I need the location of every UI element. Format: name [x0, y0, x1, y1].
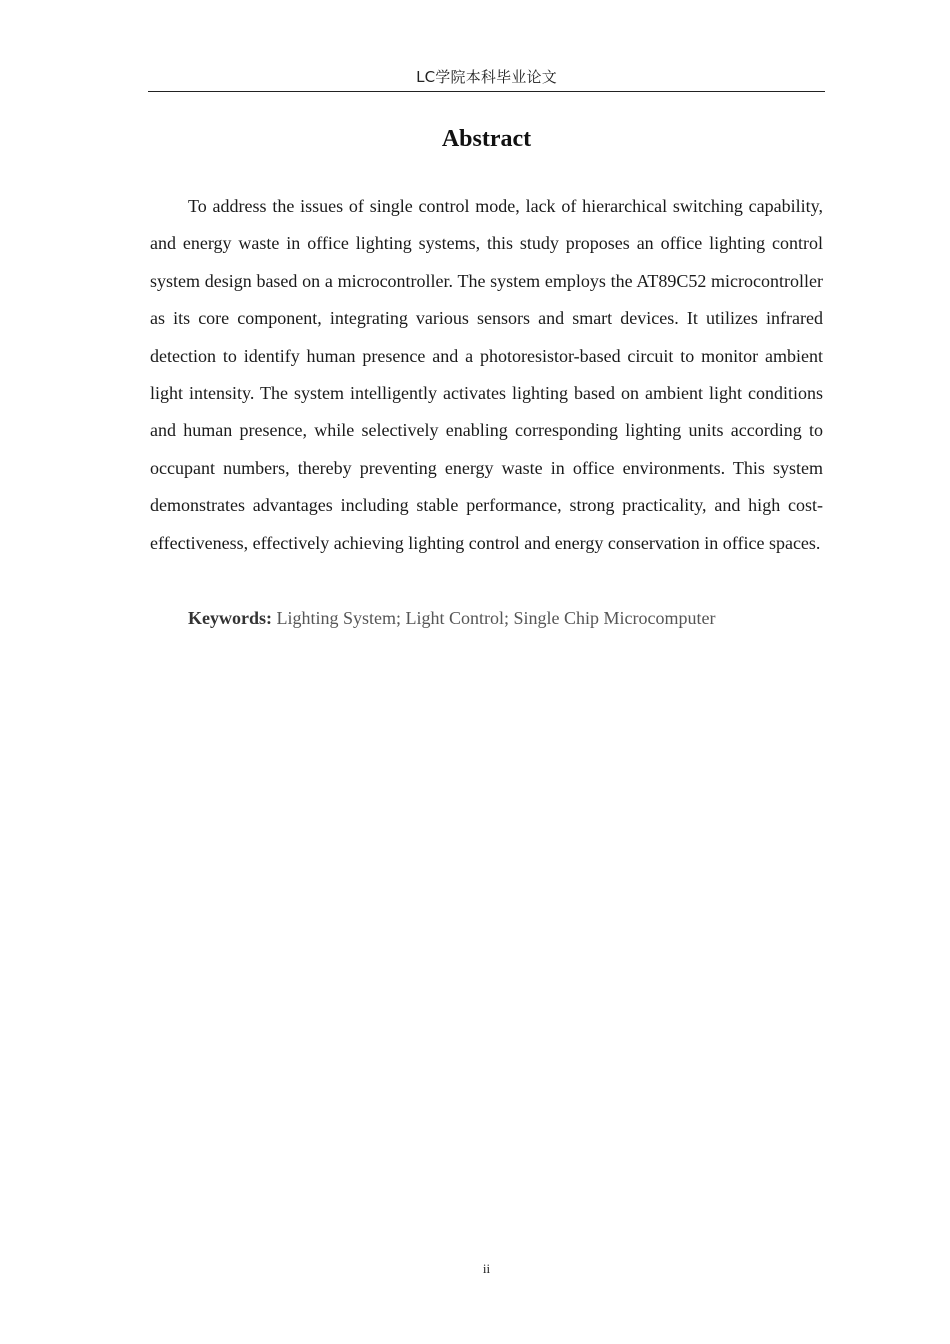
running-header: LC学院本科毕业论文 — [416, 68, 557, 86]
page-number: ii — [482, 1261, 491, 1276]
abstract-title: Abstract — [441, 126, 532, 152]
header-divider — [148, 91, 825, 92]
keywords-label: Keywords: — [188, 608, 272, 628]
abstract-body: To address the issues of single control mode, lack of hierarchical switching capability, and energy waste in office lighting systems, this study proposes an office lighting control system design based on a microcontroller. The system employs the AT89C52 microcontroller as its core component, integrating various sensors and smart devices. It utilizes infrared detection to identify human presence and a photoresistor-based circuit to monitor ambient light intensity. The system intelligently activates lighting based on ambient light conditions and human presence, while selectively enabling corresponding lighting units according to occupant numbers, thereby preventing energy waste in office environments. This system demonstrates advantages including stable performance, strong practicality, and high cost-effectiveness, effectively achieving lighting control and energy conservation in office spaces. — [150, 196, 823, 553]
keywords-text: Lighting System; Light Control; Single Chip Microcomputer — [276, 608, 716, 628]
keywords-line — [150, 600, 823, 637]
